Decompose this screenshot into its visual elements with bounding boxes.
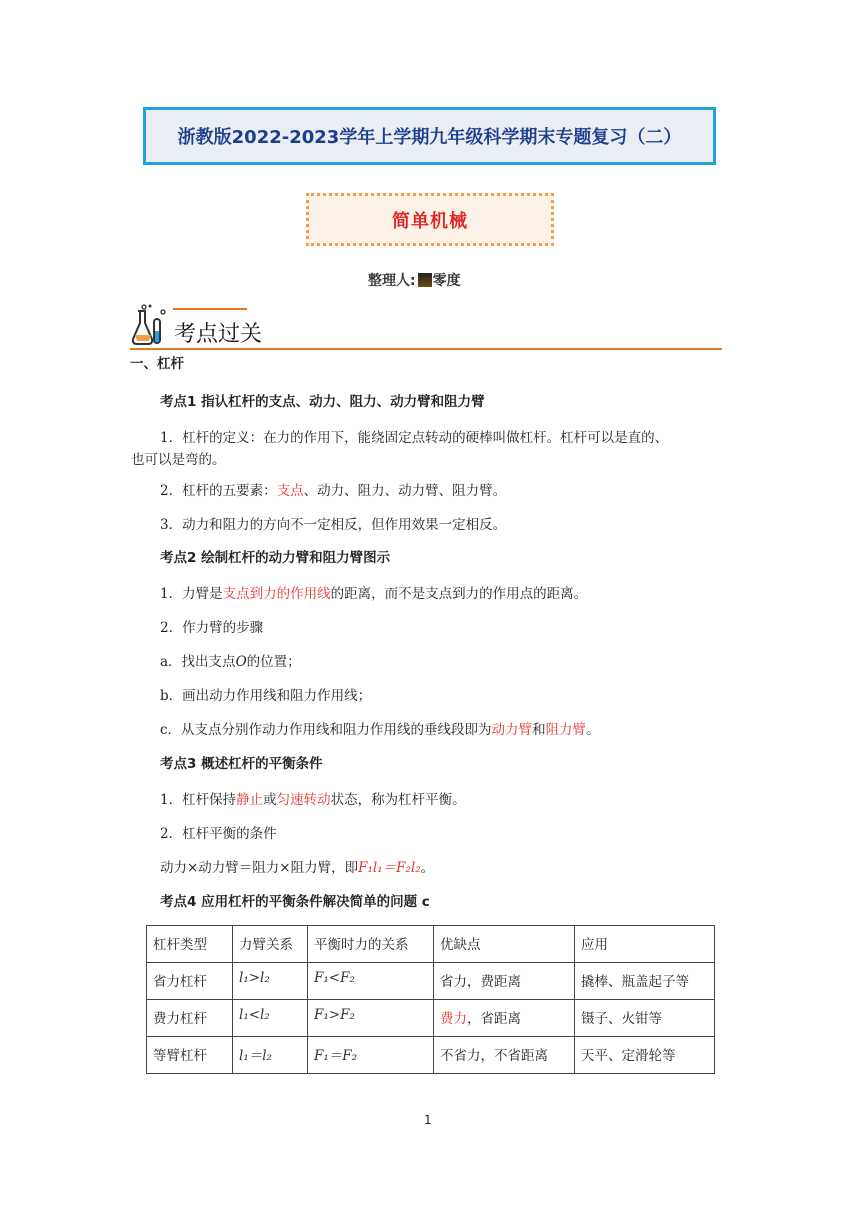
cell-arm: l₁>l₂ — [233, 963, 308, 1000]
kp3-p1-rest: 状态，称为杠杆平衡。 — [330, 792, 466, 808]
kp2-pa-rest: 的位置； — [246, 654, 301, 670]
document-subtitle: 简单机械 — [392, 210, 468, 232]
th-pros: 优缺点 — [434, 926, 575, 963]
th-app: 应用 — [575, 926, 715, 963]
kp4-title: 考点4 应用杠杆的平衡条件解决简单的问题 c — [160, 894, 430, 910]
header-accent-line — [173, 308, 247, 310]
kp2-p1-red: 支点到力的作用线 — [222, 586, 331, 602]
kp3-p3-formula: F₁l₁＝F₂l₂ — [358, 860, 421, 876]
editor-name: 零度 — [432, 273, 461, 289]
kp3-p3-text: 动力×动力臂＝阻力×阻力臂，即 — [160, 860, 359, 876]
section-header — [130, 303, 722, 349]
kp1-p1a: 1．杠杆的定义：在力的作用下，能绕固定点转动的硬棒叫做杠杆。杠杆可以是直的、 — [160, 430, 669, 446]
cell-type: 等臂杠杆 — [147, 1037, 233, 1074]
cell-pros: 省力，费距离 — [434, 963, 575, 1000]
section-title: 考点过关 — [174, 322, 263, 347]
th-arm: 力臂关系 — [233, 926, 308, 963]
kp3-p1-or: 或 — [263, 792, 277, 808]
kp3-title: 考点3 概述杠杆的平衡条件 — [160, 756, 323, 772]
kp3-p1-text: 1．杠杆保持 — [160, 792, 237, 808]
kp3-p1-red1: 静止 — [236, 792, 264, 808]
kp2-pa-o: O — [235, 654, 247, 670]
kp2-p1-rest: 的距离，而不是支点到力的作用点的距离。 — [330, 586, 588, 602]
table-row — [147, 1000, 715, 1037]
kp3-p1 — [160, 788, 466, 808]
editor-avatar-icon — [418, 273, 432, 287]
page-number: 1 — [424, 1113, 432, 1127]
kp1-p2 — [160, 479, 506, 499]
cell-type: 省力杠杆 — [147, 963, 233, 1000]
kp1-p2-text: 2．杠杆的五要素： — [160, 483, 277, 499]
cell-app: 镊子、火钳等 — [575, 1000, 715, 1037]
cell-app: 天平、定滑轮等 — [575, 1037, 715, 1074]
kp2-pb: b．画出动力作用线和阻力作用线； — [160, 688, 372, 704]
kp1-p1b: 也可以是弯的。 — [131, 452, 226, 468]
kp3-p3 — [160, 856, 434, 876]
document-title: 浙教版2022-2023学年上学期九年级科学期末专题复习（二） — [177, 127, 682, 148]
kp2-pc-red1: 动力臂 — [491, 722, 533, 738]
th-force: 平衡时力的关系 — [308, 926, 434, 963]
kp2-p1-text: 1．力臂是 — [160, 586, 223, 602]
cell-force: F₁＝F₂ — [308, 1037, 434, 1074]
table-row — [147, 963, 715, 1000]
kp2-pa-text: a．找出支点 — [160, 654, 236, 670]
cell-pros — [434, 1000, 575, 1037]
subtitle-box — [306, 193, 554, 246]
cell-force: F₁>F₂ — [308, 1000, 434, 1037]
kp2-pc — [160, 718, 600, 738]
kp2-pc-red2: 阻力臂 — [545, 722, 587, 738]
kp1-p3: 3．动力和阻力的方向不一定相反，但作用效果一定相反。 — [160, 517, 507, 533]
kp2-pc-text: c．从支点分别作动力作用线和阻力作用线的垂线段即为 — [160, 722, 492, 738]
kp1-p2-rest: 、动力、阻力、动力臂、阻力臂。 — [303, 483, 507, 499]
cell-arm: l₁<l₂ — [233, 1000, 308, 1037]
cell-type: 费力杠杆 — [147, 1000, 233, 1037]
kp1-title: 考点1 指认杠杆的支点、动力、阻力、动力臂和阻力臂 — [160, 394, 485, 410]
cell-app: 撬棒、瓶盖起子等 — [575, 963, 715, 1000]
title-box — [143, 107, 716, 165]
lever-table — [146, 925, 715, 1074]
editor-prefix: 整理人: — [368, 273, 416, 289]
cell-arm: l₁＝l₂ — [233, 1037, 308, 1074]
kp2-pa — [160, 650, 301, 670]
kp2-title: 考点2 绘制杠杆的动力臂和阻力臂图示 — [160, 550, 391, 566]
kp3-p1-red2: 匀速转动 — [276, 792, 331, 808]
kp2-pc-and: 和 — [532, 722, 546, 738]
cell-pros-red: 费力 — [440, 1011, 467, 1027]
kp3-p3-end: 。 — [420, 860, 435, 876]
table-header-row — [147, 926, 715, 963]
kp1-p2-red: 支点 — [276, 483, 304, 499]
table-row — [147, 1037, 715, 1074]
kp2-p1 — [160, 582, 587, 602]
editor-line — [368, 270, 461, 290]
th-type: 杠杆类型 — [147, 926, 233, 963]
header-rule — [130, 348, 722, 350]
cell-pros: 不省力，不省距离 — [434, 1037, 575, 1074]
lab-flask-icon — [130, 303, 168, 347]
kp2-pc-end: 。 — [586, 722, 600, 738]
heading-lever: 一、杠杆 — [130, 356, 184, 372]
cell-force: F₁<F₂ — [308, 963, 434, 1000]
cell-pros-rest: ，省距离 — [467, 1011, 521, 1027]
kp2-p2: 2．作力臂的步骤 — [160, 620, 264, 636]
kp3-p2: 2．杠杆平衡的条件 — [160, 826, 277, 842]
